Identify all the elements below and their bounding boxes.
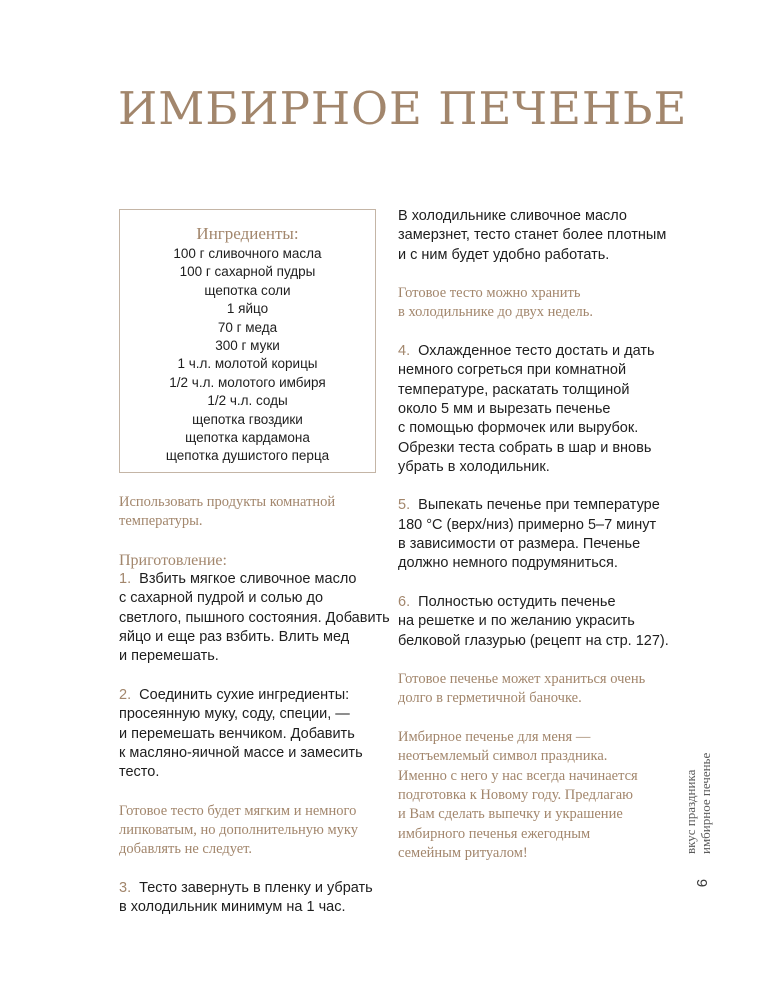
- ingredient-item: щепотка кардамона: [185, 430, 310, 446]
- page-number: 9: [693, 878, 710, 888]
- step-5: 5. Выпекать печенье при температуре 180 °С (верх/низ) примерно 5–7 минут в зависимости от размера. Печенье должно немного подрумяниться.: [398, 496, 668, 573]
- ingredient-item: 1 ч.л. молотой корицы: [177, 356, 318, 372]
- ingredient-item: 100 г сливочного масла: [173, 246, 322, 261]
- step-2-line: 2. Соединить сухие ингредиенты:: [119, 686, 350, 703]
- preparation-heading: Приготовление:: [119, 551, 227, 569]
- note-dough: Готовое тесто будет мягким и немного липковатым, но дополнительную муку добавлять не следует.: [119, 802, 358, 858]
- ingredients-heading: Ингредиенты:: [196, 224, 299, 243]
- step-number: 3.: [119, 879, 132, 896]
- ingredient-item: 1/2 ч.л. молотого имбиря: [169, 374, 326, 390]
- note-author: Имбирное печенье для меня — неотъемлемый символ праздника. Именно с него у нас всегда начинается подготовка к Новому году. Предлагаю и Вам сделать выпечку и украшение имбирного печенья ежегодным семейным ритуалом!: [398, 729, 638, 861]
- step-number: 6.: [398, 593, 411, 610]
- ingredients-list: [120, 245, 375, 466]
- note-keeping: Готовое печенье может храниться очень долго в герметичной баночке.: [398, 671, 646, 707]
- paragraph-fridge: В холодильнике сливочное масло замерзнет, тесто станет более плотным и с ним будет удобно работать.: [398, 208, 667, 263]
- step-4-line: 4. Охлажденное тесто достать и дать: [398, 343, 655, 360]
- page-title: ИМБИРНОЕ ПЕЧЕНЬЕ: [118, 82, 688, 135]
- note-room-temperature: Использовать продукты комнатной температуры.: [119, 494, 336, 530]
- ingredient-item: щепотка гвоздики: [192, 411, 303, 427]
- step-5-line: 5. Выпекать печенье при температуре: [398, 497, 660, 514]
- left-column: [119, 493, 390, 937]
- ingredient-item: 1 яйцо: [226, 301, 269, 317]
- running-header-section: вкус праздника: [683, 769, 698, 854]
- step-2: 2. Соединить сухие ингредиенты: просеянную муку, соду, специи, — и перемешать венчиком. Добавить к масляно-яичной массе и замесить тесто.: [119, 686, 384, 782]
- step-1-line: 1. Взбить мягкое сливочное масло: [119, 571, 357, 588]
- step-3-line: 3. Тесто завернуть в пленку и убрать: [119, 879, 373, 896]
- step-3: 3. Тесто завернуть в пленку и убрать в холодильник минимум на 1 час.: [119, 879, 384, 918]
- note-storage: Готовое тесто можно хранить в холодильнике до двух недель.: [398, 285, 593, 321]
- ingredients-box: [119, 209, 376, 473]
- preparation-section: Приготовление: 1. Взбить мягкое сливочное масло с сахарной пудрой и солью до светлого, пышного состояния. Добавить яйцо и еще раз взбить. Влить мед и перемешать.: [119, 551, 390, 665]
- step-6-line: 6. Полностью остудить печенье: [398, 593, 616, 610]
- right-column: [398, 207, 668, 882]
- step-6: 6. Полностью остудить печенье на решетке и по желанию украсить белковой глазурью (рецепт на стр. 127).: [398, 593, 669, 649]
- step-number: 5.: [398, 497, 411, 514]
- ingredient-item: щепотка душистого перца: [165, 448, 330, 464]
- ingredient-item: щепотка соли: [204, 282, 291, 298]
- ingredient-item: 300 г муки: [215, 338, 280, 354]
- ingredient-item: 100 г сахарной пудры: [179, 264, 316, 280]
- ingredient-item: 70 г меда: [217, 319, 278, 335]
- step-number: 2.: [119, 686, 132, 703]
- step-4: 4. Охлажденное тесто достать и дать немного согреться при комнатной температуре, раскатать толщиной около 5 мм и вырезать печенье с помощью формочек или вырубок. Обрезки теста собрать в шар и вновь убрать в холодильник.: [398, 342, 668, 477]
- running-header-subtitle: имбирное печенье: [698, 752, 713, 854]
- running-header: [683, 744, 719, 854]
- ingredient-item: 1/2 ч.л. соды: [207, 393, 288, 409]
- step-number: 1.: [119, 571, 132, 588]
- step-number: 4.: [398, 343, 411, 360]
